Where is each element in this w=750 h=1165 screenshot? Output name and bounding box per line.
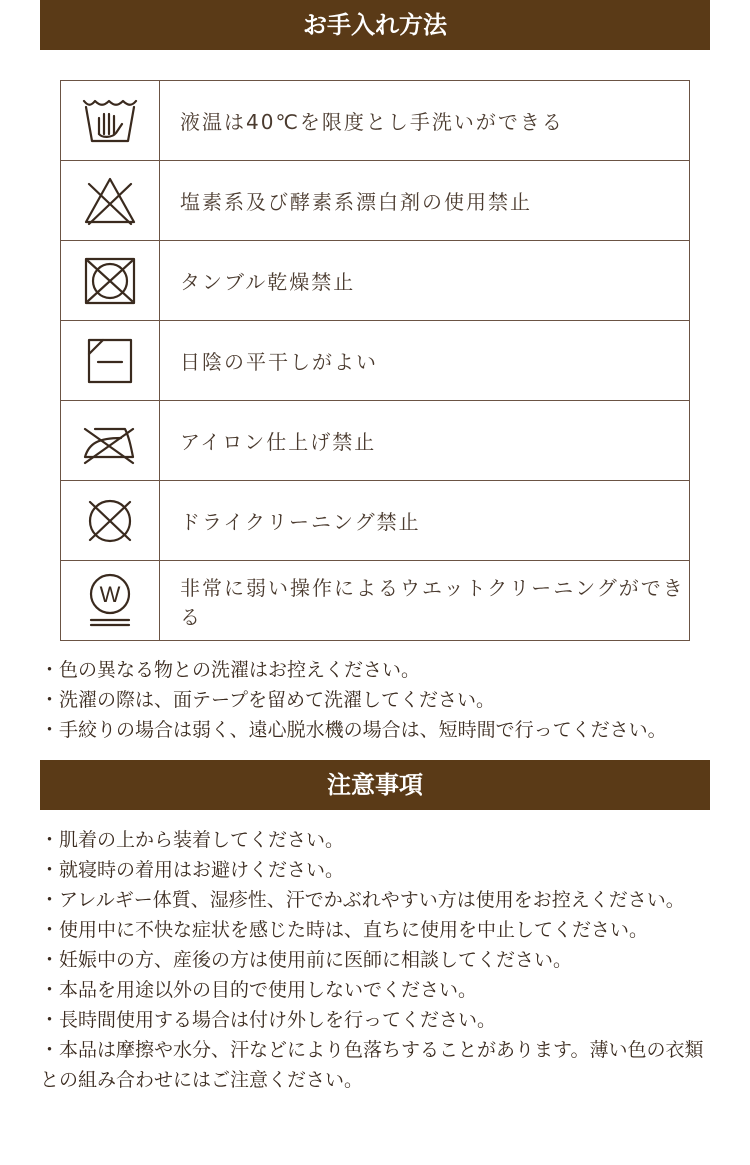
list-item: ・本品を用途以外の目的で使用しないでください。 — [40, 979, 478, 1001]
hand-wash-40-icon — [82, 98, 138, 144]
table-row — [61, 321, 690, 401]
list-item: ・妊娠中の方、産後の方は使用前に医師に相談してください。 — [40, 949, 573, 971]
no-bleach-icon — [83, 176, 137, 226]
care-row-text: 塩素系及び酵素系漂白剤の使用禁止 — [160, 161, 690, 241]
list-item: ・本品は摩擦や水分、汗などにより色落ちすることがあります。薄い色の衣類との組み合わせにはご注意ください。 — [40, 1039, 704, 1091]
list-item: ・就寝時の着用はお避けください。 — [40, 859, 345, 881]
care-symbol-table — [60, 80, 690, 641]
gentle-wet-clean-icon — [85, 571, 135, 631]
care-row-text: タンブル乾燥禁止 — [160, 241, 690, 321]
caution-section-title: 注意事項 — [40, 760, 710, 810]
care-notes-list — [40, 655, 712, 745]
table-row — [61, 81, 690, 161]
table-row — [61, 481, 690, 561]
no-iron-icon — [81, 417, 139, 465]
shade-flat-dry-icon — [85, 336, 135, 386]
list-item: ・アレルギー体質、湿疹性、汗でかぶれやすい方は使用をお控えください。 — [40, 889, 685, 911]
svg-text:W: W — [99, 581, 121, 607]
list-item: ・手絞りの場合は弱く、遠心脱水機の場合は、短時間で行ってください。 — [40, 719, 667, 741]
table-row — [61, 161, 690, 241]
table-row — [61, 401, 690, 481]
list-item: ・色の異なる物との洗濯はお控えください。 — [40, 659, 421, 681]
care-row-text: アイロン仕上げ禁止 — [160, 401, 690, 481]
no-dry-clean-icon — [83, 496, 137, 546]
no-tumble-dry-icon — [83, 256, 137, 306]
care-row-text: 液温は40℃を限度とし手洗いができる — [160, 81, 690, 161]
table-row — [61, 561, 690, 641]
caution-notes-list — [40, 825, 712, 1095]
care-row-text: 非常に弱い操作によるウエットクリーニングができる — [160, 561, 690, 641]
list-item: ・肌着の上から装着してください。 — [40, 829, 345, 851]
list-item: ・長時間使用する場合は付け外しを行ってください。 — [40, 1009, 497, 1031]
list-item: ・洗濯の際は、面テープを留めて洗濯してください。 — [40, 689, 496, 711]
table-row — [61, 241, 690, 321]
care-row-text: ドライクリーニング禁止 — [160, 481, 690, 561]
care-section-title: お手入れ方法 — [40, 0, 710, 50]
care-row-text: 日陰の平干しがよい — [160, 321, 690, 401]
list-item: ・使用中に不快な症状を感じた時は、直ちに使用を中止してください。 — [40, 919, 649, 941]
